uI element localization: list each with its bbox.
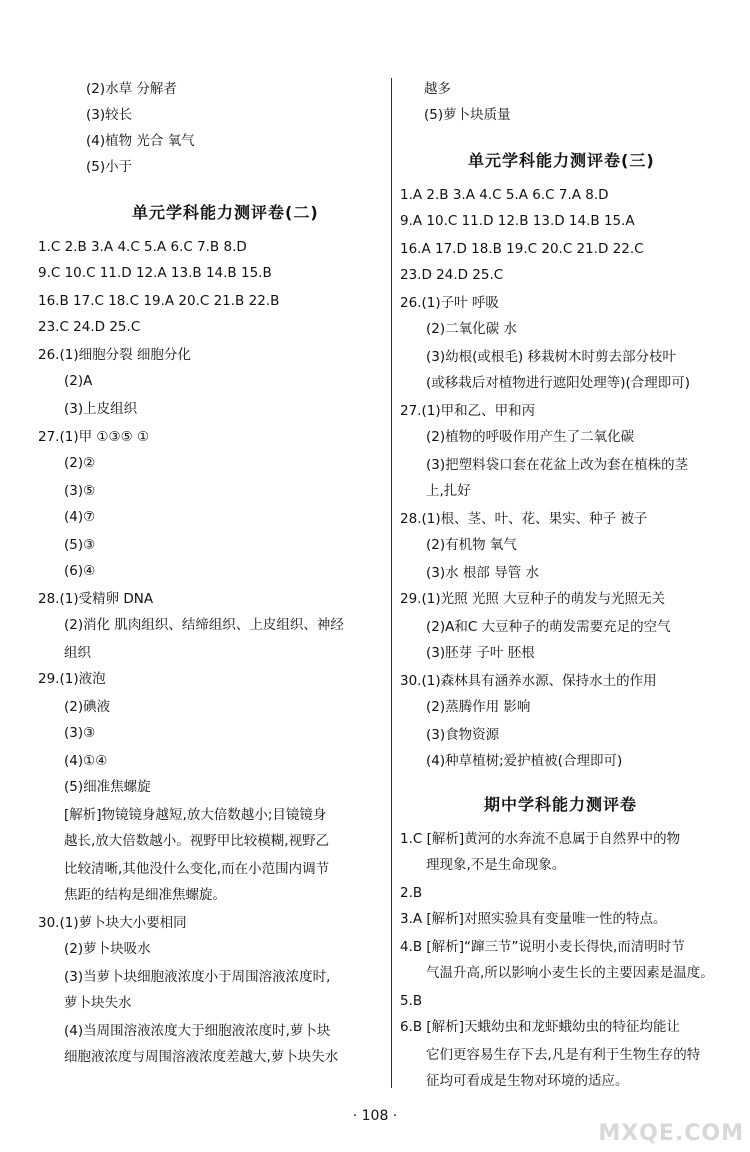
answer-line: 萝卜块失水 [64, 995, 132, 1011]
answer-line: 它们更容易生存下去,凡是有利于生物生存的特 [426, 1047, 701, 1063]
answer-line: 9.A 10.C 11.D 12.B 13.D 14.B 15.A [400, 213, 635, 229]
answer-line: 越长,放大倍数越小。视野甲比较模糊,视野乙 [64, 833, 330, 849]
answer-line: (2)水草 分解者 [86, 81, 177, 97]
answer-line: 27.(1)甲和乙、甲和丙 [400, 403, 536, 419]
answer-line: 23.D 24.D 25.C [400, 267, 504, 283]
answer-line: (3)把塑料袋口套在花盆上改为套在植株的茎 [426, 457, 689, 473]
answer-line: 气温升高,所以影响小麦生长的主要因素是温度。 [426, 965, 714, 981]
page-number: · 108 · [352, 1108, 398, 1124]
answer-line: 16.A 17.D 18.B 19.C 20.C 21.D 22.C [400, 241, 644, 257]
section-heading: 单元学科能力测评卷(二) [132, 203, 319, 222]
answer-line: (3)③ [64, 725, 96, 741]
answer-line: (4)植物 光合 氧气 [86, 133, 195, 149]
answer-line: (2)② [64, 455, 96, 471]
answer-line: (2)有机物 氧气 [426, 537, 517, 553]
answer-line: 29.(1)液泡 [38, 671, 106, 687]
answer-line: 9.C 10.C 11.D 12.A 13.B 14.B 15.B [38, 265, 272, 281]
answer-line: (5)萝卜块质量 [424, 107, 511, 123]
answer-line: (3)水 根部 导管 水 [426, 565, 539, 581]
answer-line: 理现象,不是生命现象。 [426, 857, 566, 873]
answer-line: 30.(1)森林具有涵养水源、保持水土的作用 [400, 673, 657, 689]
section-heading: 期中学科能力测评卷 [484, 795, 638, 814]
answer-line: 征均可看成是生物对环境的适应。 [426, 1073, 629, 1089]
answer-line: (2)A和C 大豆种子的萌发需要充足的空气 [426, 619, 671, 635]
answer-line: (3)⑤ [64, 483, 96, 499]
answer-line: (2)蒸腾作用 影响 [426, 699, 531, 715]
answer-line: (3)幼根(或根毛) 移栽树木时剪去部分枝叶 [426, 349, 676, 365]
answer-line: 28.(1)受精卵 DNA [38, 591, 154, 607]
answer-line: (5)③ [64, 537, 96, 553]
answer-line: 30.(1)萝卜块大小要相同 [38, 915, 187, 931]
answer-line: (2)A [64, 373, 93, 389]
answer-line: 5.B [400, 993, 423, 1009]
answer-line: (4)⑦ [64, 509, 96, 525]
section-heading: 单元学科能力测评卷(三) [468, 151, 655, 170]
answer-line: 1.C 2.B 3.A 4.C 5.A 6.C 7.B 8.D [38, 239, 247, 255]
answer-line: 26.(1)细胞分裂 细胞分化 [38, 347, 191, 363]
answer-line: [解析]物镜镜身越短,放大倍数越小;目镜镜身 [64, 807, 327, 823]
answer-line: (2)消化 肌肉组织、结缔组织、上皮组织、神经 [64, 617, 344, 633]
answer-line: 组织 [64, 645, 91, 661]
answer-line: 越多 [424, 81, 451, 97]
answer-line: 上,扎好 [426, 483, 471, 499]
answer-line: (4)①④ [64, 753, 108, 769]
answer-line: (或移栽后对植物进行遮阳处理等)(合理即可) [426, 375, 691, 391]
answer-line: 1.C [解析]黄河的水奔流不息属于自然界中的物 [400, 831, 681, 847]
answer-line: (5)细准焦螺旋 [64, 779, 151, 795]
answer-line: 3.A [解析]对照实验具有变量唯一性的特点。 [400, 911, 667, 927]
answer-line: (3)较长 [86, 107, 133, 123]
answer-line: 16.B 17.C 18.C 19.A 20.C 21.B 22.B [38, 293, 280, 309]
watermark: MXQE.COM [598, 1121, 744, 1146]
answer-line: 6.B [解析]天蛾幼虫和龙虾蛾幼虫的特征均能让 [400, 1019, 680, 1035]
answer-line: 23.C 24.D 25.C [38, 319, 141, 335]
answer-line: 28.(1)根、茎、叶、花、果实、种子 被子 [400, 511, 648, 527]
answer-line: (4)种草植树;爱护植被(合理即可) [426, 753, 623, 769]
answer-line: 29.(1)光照 光照 大豆种子的萌发与光照无关 [400, 591, 666, 607]
answer-line: (2)萝卜块吸水 [64, 941, 151, 957]
answer-line: 1.A 2.B 3.A 4.C 5.A 6.C 7.A 8.D [400, 187, 609, 203]
answer-line: (6)④ [64, 563, 96, 579]
column-divider [391, 78, 392, 1088]
answer-line: (3)上皮组织 [64, 401, 138, 417]
answer-line: (3)当萝卜块细胞液浓度小于周围溶液浓度时, [64, 969, 331, 985]
answer-line: (3)食物资源 [426, 727, 500, 743]
answer-line: 4.B [解析]“蹿三节”说明小麦长得快,而清明时节 [400, 939, 685, 955]
answer-line: (3)胚芽 子叶 胚根 [426, 645, 535, 661]
answer-line: (4)当周围溶液浓度大于细胞液浓度时,萝卜块 [64, 1023, 331, 1039]
answer-line: (2)碘液 [64, 699, 111, 715]
answer-line: 细胞液浓度与周围溶液浓度差越大,萝卜块失水 [64, 1049, 339, 1065]
answer-line: 2.B [400, 885, 423, 901]
answer-line: (5)小于 [86, 159, 133, 175]
answer-line: 26.(1)子叶 呼吸 [400, 295, 499, 311]
answer-line: (2)二氧化碳 水 [426, 321, 517, 337]
answer-line: 27.(1)甲 ①③⑤ ① [38, 429, 150, 445]
answer-line: (2)植物的呼吸作用产生了二氧化碳 [426, 429, 635, 445]
answer-line: 比较清晰,其他没什么变化,而在小范围内调节 [64, 861, 330, 877]
answer-line: 焦距的结构是细准焦螺旋。 [64, 887, 226, 903]
